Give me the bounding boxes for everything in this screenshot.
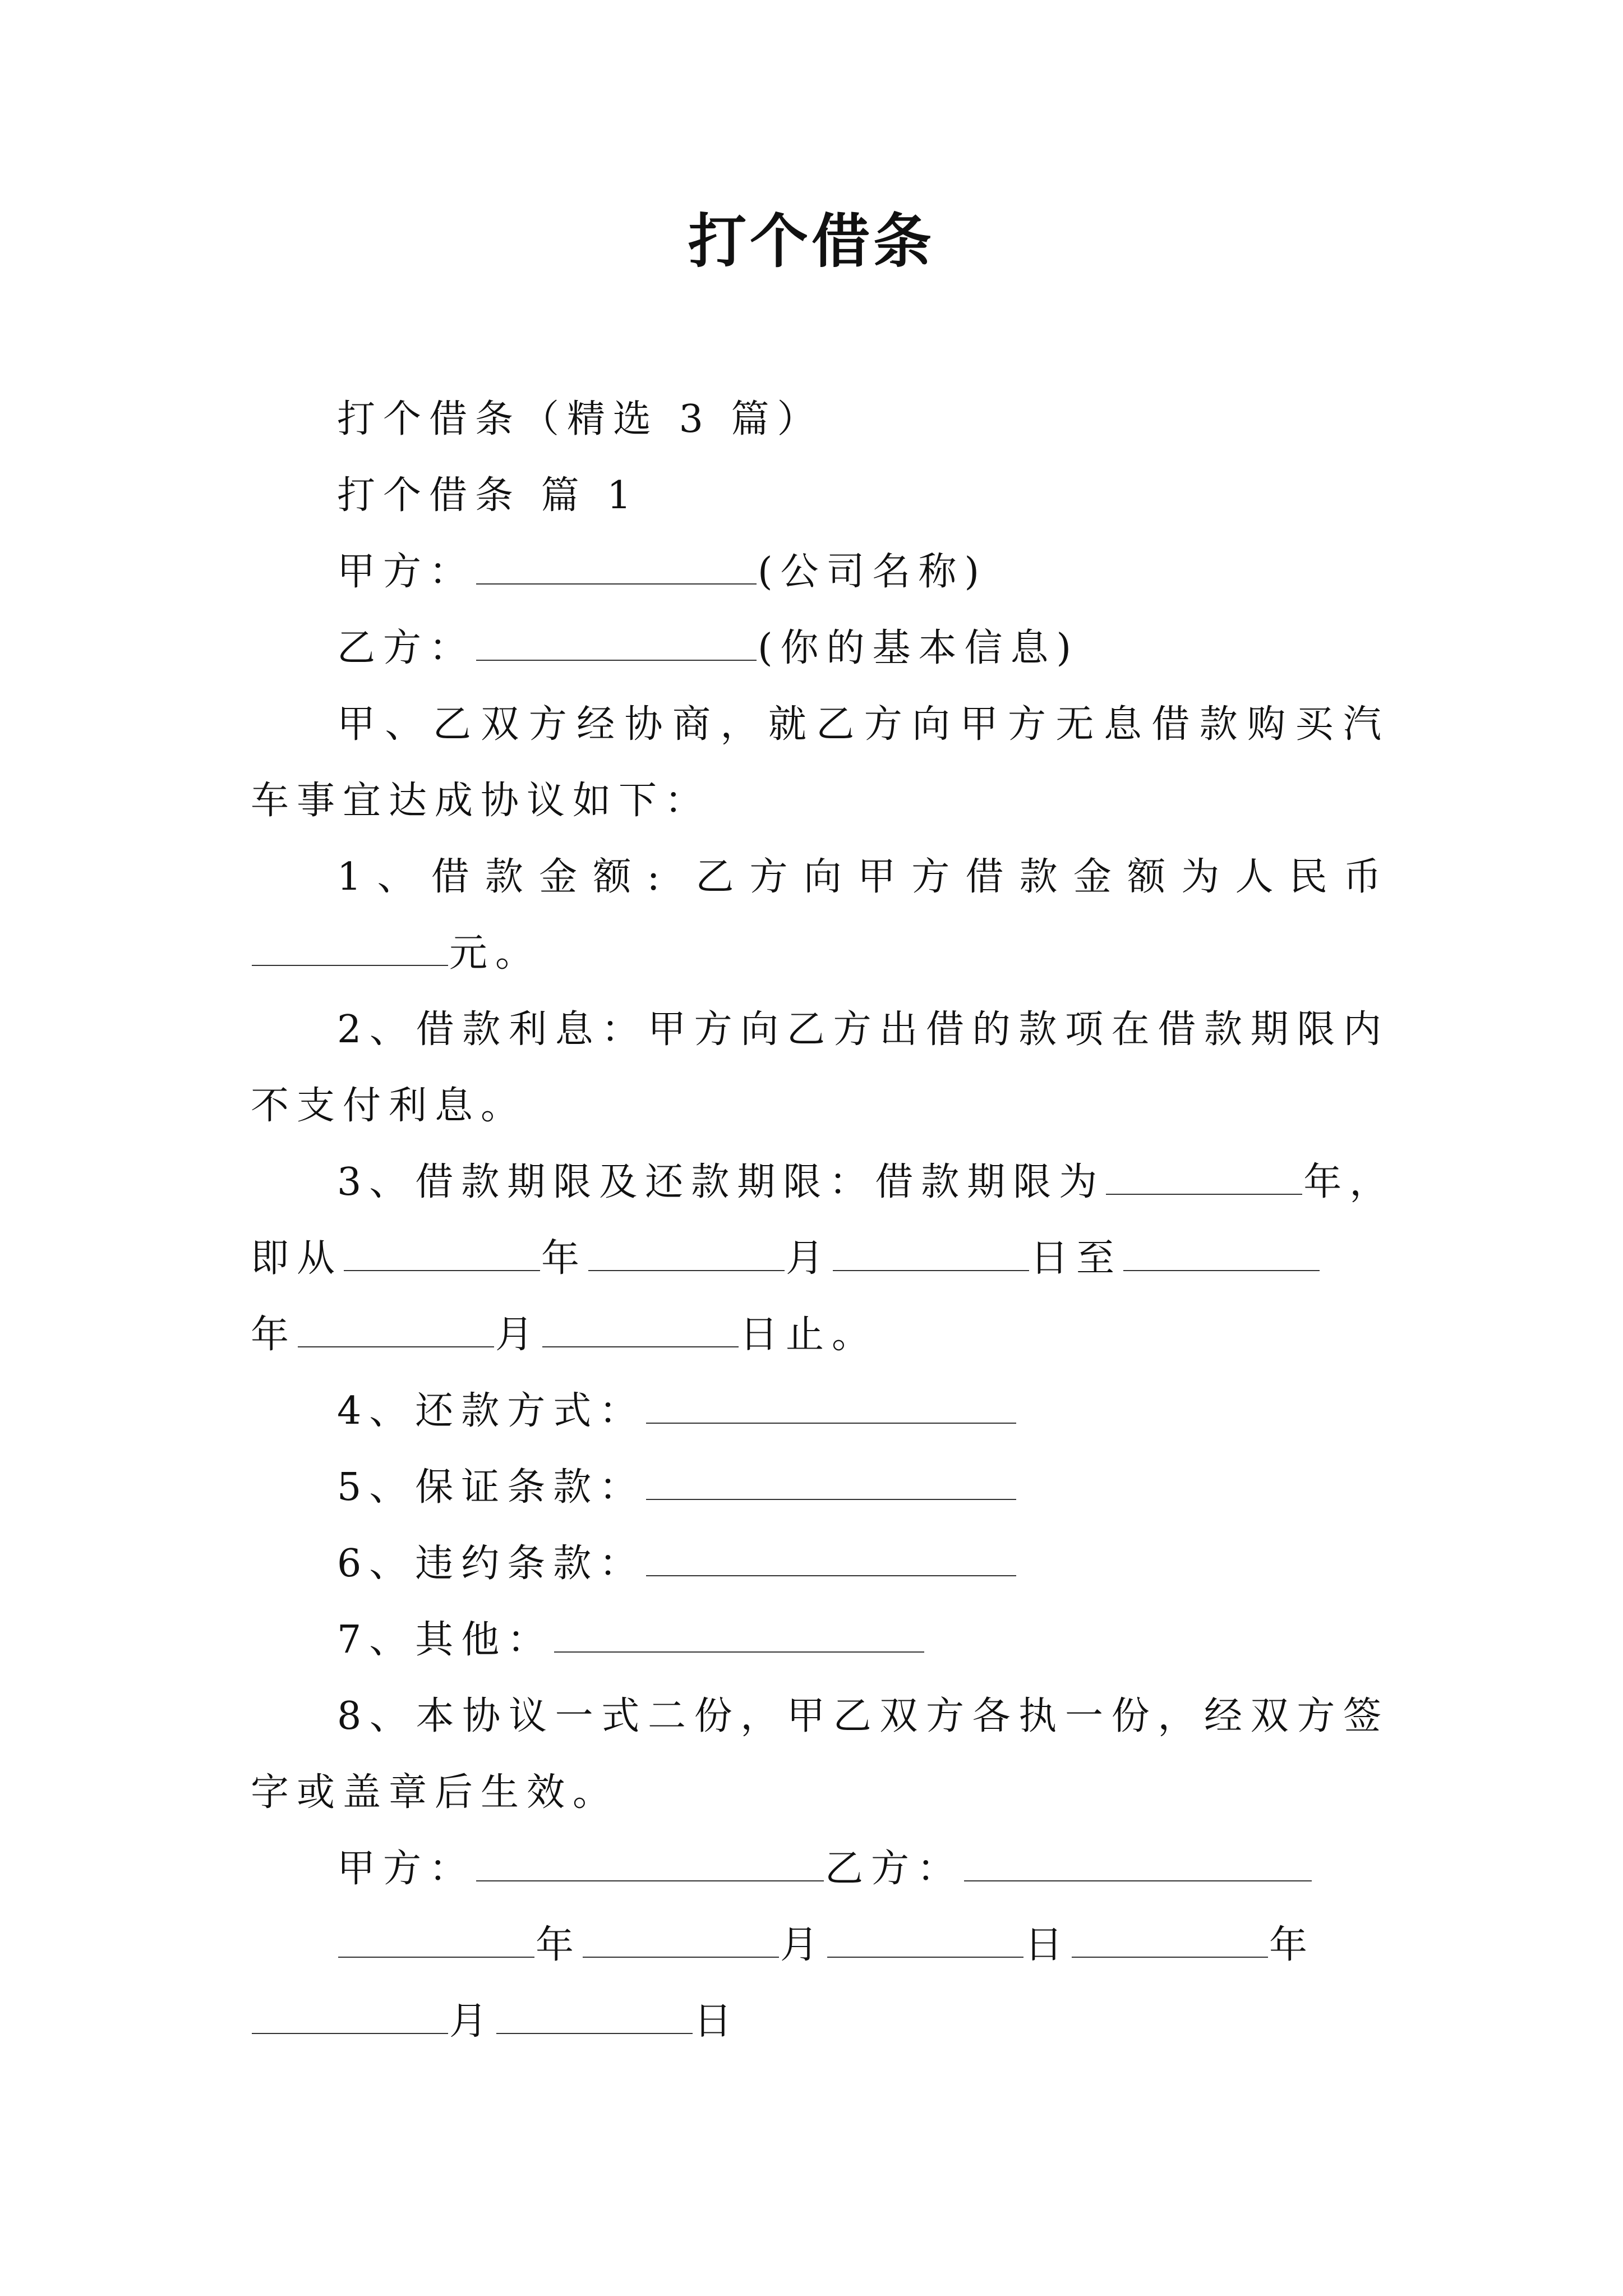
clause-3-line-1: [251, 1144, 1396, 1221]
party-a-blank: [476, 550, 757, 585]
date-a-year-blank: [338, 1923, 534, 1958]
date-b-day-blank: [496, 1999, 693, 2034]
party-b-blank: [476, 626, 757, 661]
from-label: 即从: [251, 1236, 343, 1281]
clause-3-year: 年，: [1303, 1160, 1396, 1204]
amount-blank: [252, 931, 448, 966]
guarantee-blank: [646, 1465, 1016, 1500]
day-label: 日: [1025, 1923, 1071, 1967]
repayment-method-blank: [646, 1389, 1016, 1424]
clause-3-line-2: [251, 1221, 1389, 1297]
clause-4-label: 4、还款方式：: [337, 1389, 645, 1433]
from-year-blank: [344, 1236, 540, 1271]
clause-3-line-3: [251, 1297, 1389, 1373]
day-end-label: 日止。: [740, 1313, 878, 1357]
from-month-blank: [588, 1236, 785, 1271]
from-day-blank: [833, 1236, 1029, 1271]
year-label: 年: [536, 1923, 582, 1967]
party-a-hint: (公司名称): [758, 550, 988, 594]
to-day-blank: [542, 1313, 739, 1347]
clause-7-label: 7、其他：: [337, 1618, 554, 1662]
date-b-month-blank: [252, 1999, 448, 2034]
sign-a-label: 甲方：: [337, 1847, 476, 1891]
clause-6: [251, 1526, 1389, 1602]
party-b-hint: (你的基本信息): [758, 626, 1080, 670]
sign-b-blank: [964, 1847, 1312, 1881]
date-line-2: [251, 1984, 1389, 2060]
sign-b-label: 乙方：: [825, 1847, 963, 1891]
other-blank: [554, 1618, 924, 1653]
intro-paragraph: 甲、乙双方经协商，就乙方向甲方无息借款购买汽车事宜达成协议如下：: [251, 702, 1389, 823]
party-a-label: 甲方：: [337, 550, 476, 594]
date-a-month-blank: [583, 1923, 779, 1958]
clause-4: [251, 1373, 1389, 1450]
signature-line: [251, 1831, 1389, 1907]
subtitle: 打个借条（精选 3 篇）: [337, 397, 823, 441]
month-label: 月: [495, 1313, 542, 1357]
month-label: 月: [449, 1999, 496, 2044]
year-label: 年: [251, 1313, 297, 1357]
clause-5-label: 5、保证条款：: [337, 1465, 645, 1510]
clause-1: [251, 839, 1389, 992]
document-body: [251, 381, 1396, 2060]
sign-a-blank: [476, 1847, 824, 1881]
date-a-day-blank: [827, 1923, 1023, 1958]
clause-7: [251, 1602, 1389, 1678]
to-year-blank: [1123, 1236, 1320, 1271]
clause-3-text: 3、借款期限及还款期限：借款期限为: [337, 1160, 1105, 1204]
breach-blank: [646, 1542, 1016, 1576]
clause-5: [251, 1450, 1389, 1526]
party-b-line: [251, 610, 1389, 687]
clause-6-label: 6、违约条款：: [337, 1542, 645, 1586]
date-line-1: [251, 1907, 1389, 1984]
document-title: 打个借条: [688, 206, 935, 275]
day-to-label: 日至: [1030, 1236, 1123, 1281]
party-b-label: 乙方：: [337, 626, 476, 670]
term-years-blank: [1106, 1160, 1302, 1195]
date-b-year-blank: [1072, 1923, 1268, 1958]
clause-8: 8、本协议一式二份，甲乙双方各执一份，经双方签字或盖章后生效。: [251, 1694, 1389, 1815]
clause-1-text: 1、借款金额: 乙方向甲方借款金额为人民币: [337, 855, 1389, 899]
month-label: 月: [786, 1236, 832, 1281]
clause-1-end: 元。: [449, 931, 542, 976]
to-month-blank: [298, 1313, 494, 1347]
year-label: 年: [541, 1236, 588, 1281]
day-label: 日: [694, 1999, 740, 2044]
year-label: 年: [1269, 1923, 1316, 1967]
party-a-line: [251, 534, 1389, 610]
month-label: 月: [780, 1923, 827, 1967]
clause-2: 2、借款利息：甲方向乙方出借的款项在借款期限内不支付利息。: [251, 1007, 1389, 1128]
section-heading: 打个借条 篇 1: [337, 473, 639, 518]
